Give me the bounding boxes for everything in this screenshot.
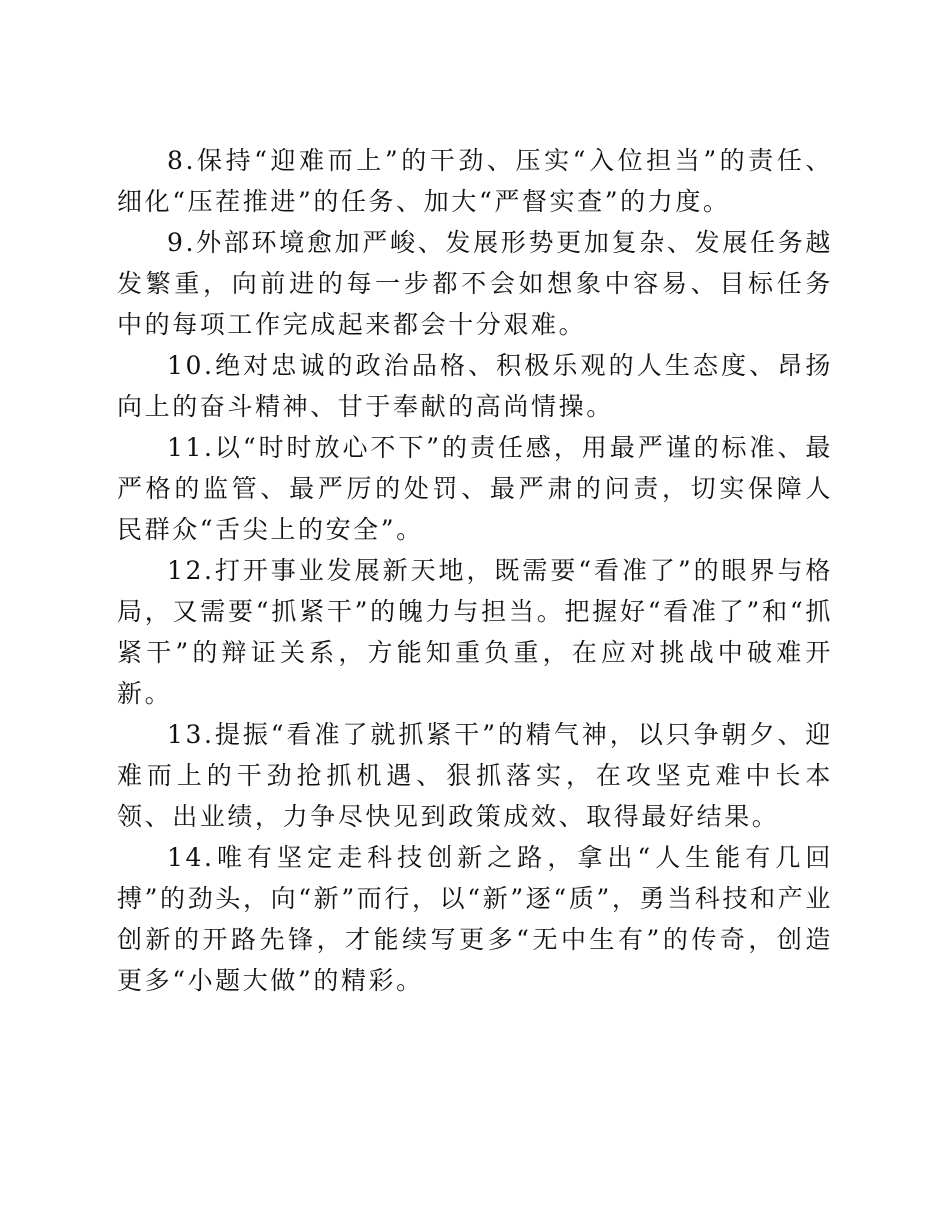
document-body bbox=[117, 140, 833, 1001]
paragraph-item-14: 14.唯有坚定走科技创新之路，拿出“人生能有几回搏”的劲头，向“新”而行，以“新”逐“质”，勇当科技和产业创新的开路先锋，才能续写更多“无中生有”的传奇，创造更多“小题大做”的精彩。 bbox=[117, 843, 833, 995]
paragraph-item-13: 13.提振“看准了就抓紧干”的精气神，以只争朝夕、迎难而上的干劲抢抓机遇、狠抓落实，在攻坚克难中长本领、出业绩，力争尽快见到政策成效、取得最好结果。 bbox=[117, 720, 833, 831]
paragraph-item-11: 11.以“时时放心不下”的责任感，用最严谨的标准、最严格的监管、最严厉的处罚、最严肃的问责，切实保障人民群众“舌尖上的安全”。 bbox=[117, 433, 833, 544]
paragraph-item-12: 12.打开事业发展新天地，既需要“看准了”的眼界与格局，又需要“抓紧干”的魄力与担当。把握好“看准了”和“抓紧干”的辩证关系，方能知重负重，在应对挑战中破难开新。 bbox=[117, 556, 833, 708]
paragraph-item-8: 8.保持“迎难而上”的干劲、压实“入位担当”的责任、细化“压茬推进”的任务、加大“严督实查”的力度。 bbox=[117, 146, 833, 216]
paragraph-item-9: 9.外部环境愈加严峻、发展形势更加复杂、发展任务越发繁重，向前进的每一步都不会如想象中容易、目标任务中的每项工作完成起来都会十分艰难。 bbox=[117, 228, 833, 339]
paragraph-item-10: 10.绝对忠诚的政治品格、积极乐观的人生态度、昂扬向上的奋斗精神、甘于奉献的高尚情操。 bbox=[117, 351, 833, 421]
